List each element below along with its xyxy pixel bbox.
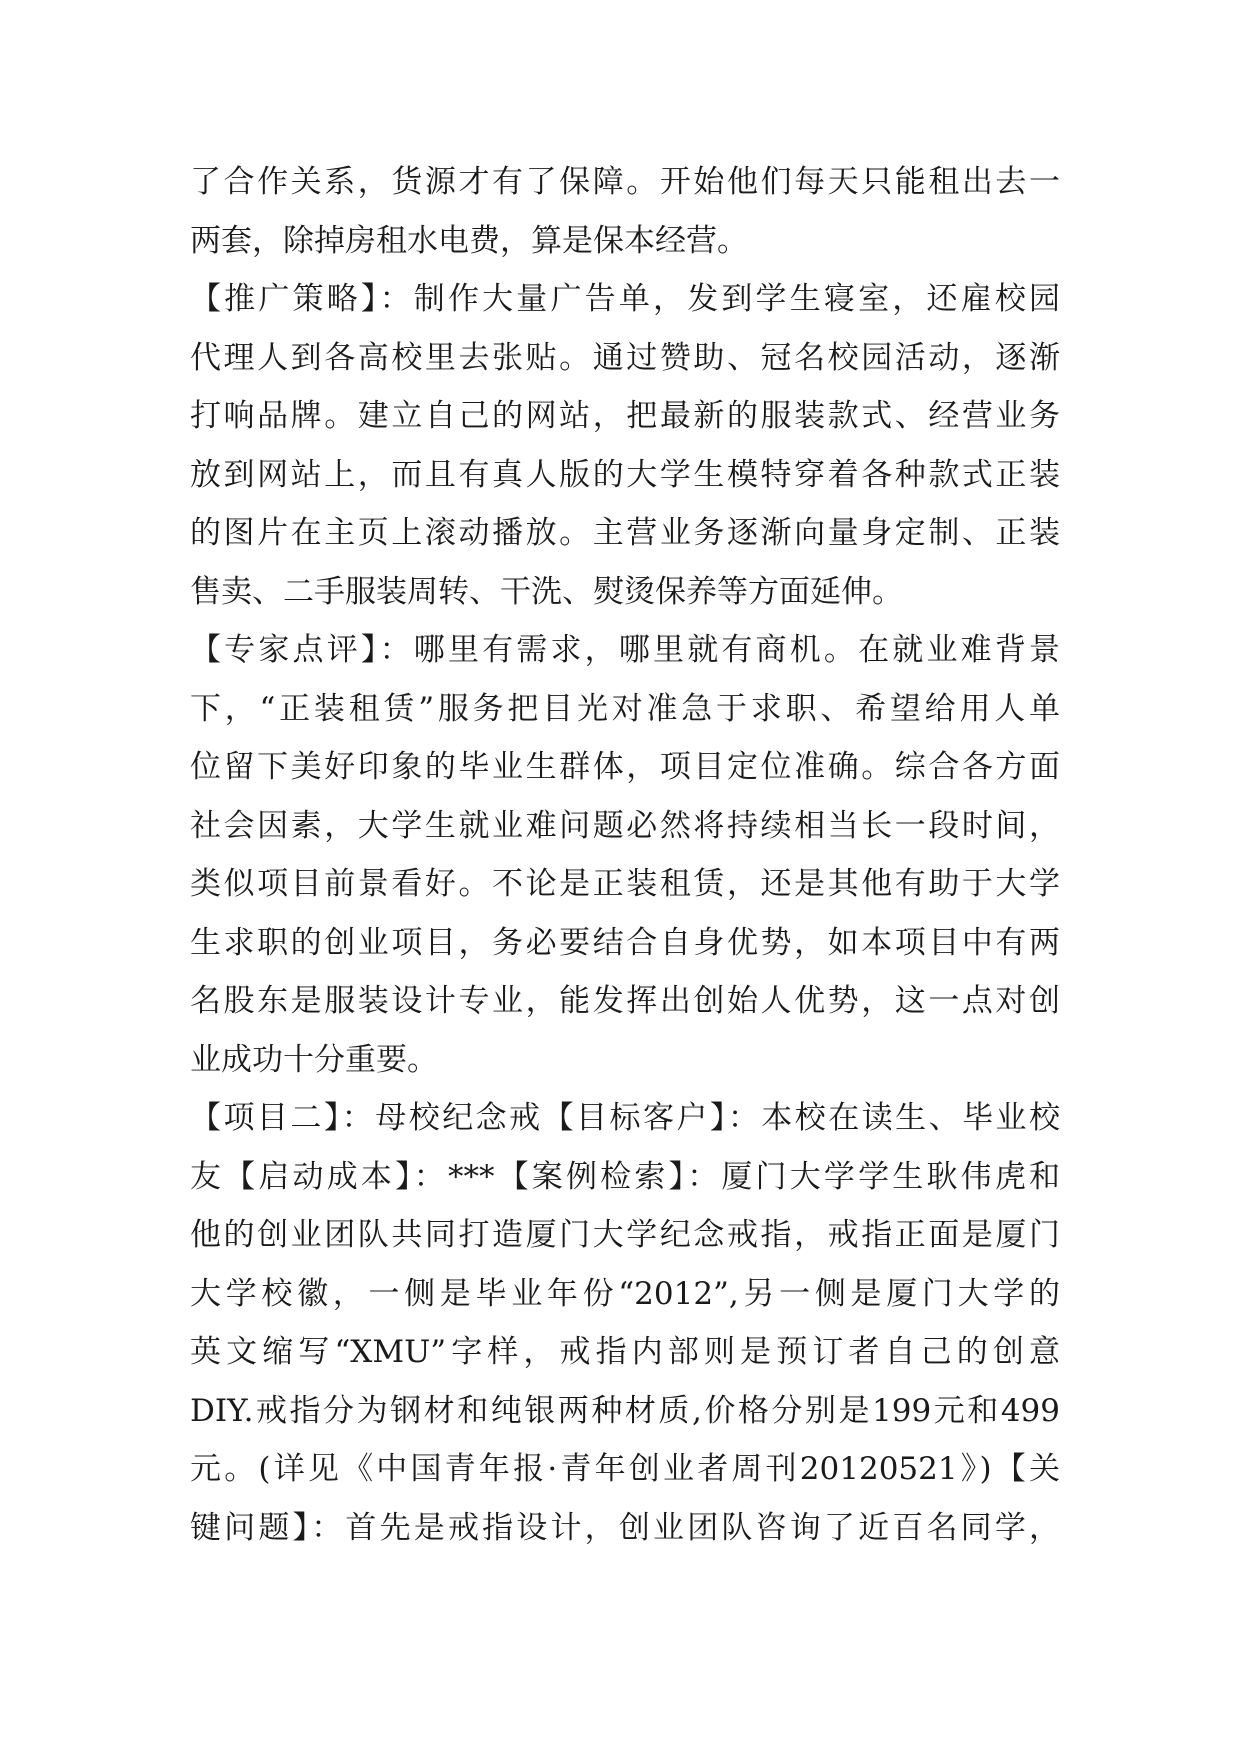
text-line: 代理人到各高校里去张贴。通过赞助、冠名校园活动，逐渐 bbox=[190, 339, 1060, 376]
text-line: 大学校徽，一侧是毕业年份“2012”,另一侧是厦门大学的 bbox=[190, 1275, 1060, 1312]
text-line: 类似项目前景看好。不论是正装租赁，还是其他有助于大学 bbox=[190, 866, 1060, 902]
text-line: DIY.戒指分为钢材和纯银两种材质,价格分别是199元和499 bbox=[190, 1392, 1060, 1429]
text-line: 下，“正装租赁”服务把目光对准急于求职、希望给用人单 bbox=[190, 690, 1060, 727]
text-line: 英文缩写“XMU”字样，戒指内部则是预订者自己的创意 bbox=[190, 1334, 1060, 1370]
text-line: 【项目二】：母校纪念戒【目标客户】：本校在读生、毕业校 bbox=[190, 1100, 1060, 1136]
text-line: 两套，除掉房租水电费，算是保本经营。 bbox=[190, 222, 748, 259]
text-line: 友【启动成本】：***【案例检索】：厦门大学学生耿伟虎和 bbox=[190, 1158, 1060, 1195]
text-line: 放到网站上，而且有真人版的大学生模特穿着各种款式正装 bbox=[190, 456, 1060, 493]
text-line: 业成功十分重要。 bbox=[190, 1041, 438, 1078]
text-line: 【推广策略】：制作大量广告单，发到学生寝室，还雇校园 bbox=[190, 281, 1060, 317]
text-line: 位留下美好印象的毕业生群体，项目定位准确。综合各方面 bbox=[190, 749, 1060, 785]
text-line: 键问题】：首先是戒指设计，创业团队咨询了近百名同学， bbox=[190, 1509, 1060, 1546]
text-line: 名股东是服装设计专业，能发挥出创始人优势，这一点对创 bbox=[190, 983, 1060, 1019]
text-line: 售卖、二手服装周转、干洗、熨烫保养等方面延伸。 bbox=[190, 573, 903, 610]
text-line: 社会因素，大学生就业难问题必然将持续相当长一段时间， bbox=[190, 807, 1060, 844]
body-text bbox=[190, 153, 1060, 1557]
text-line: 的图片在主页上滚动播放。主营业务逐渐向量身定制、正装 bbox=[190, 515, 1060, 551]
text-line: 打响品牌。建立自己的网站，把最新的服装款式、经营业务 bbox=[190, 398, 1060, 434]
text-line: 元。(详见《中国青年报·青年创业者周刊20120521》)【关 bbox=[190, 1451, 1060, 1487]
text-line: 他的创业团队共同打造厦门大学纪念戒指，戒指正面是厦门 bbox=[190, 1217, 1060, 1253]
text-line: 了合作关系，货源才有了保障。开始他们每天只能租出去一 bbox=[190, 164, 1060, 200]
text-line: 【专家点评】：哪里有需求，哪里就有商机。在就业难背景 bbox=[190, 632, 1060, 668]
text-line: 生求职的创业项目，务必要结合自身优势，如本项目中有两 bbox=[190, 924, 1060, 961]
